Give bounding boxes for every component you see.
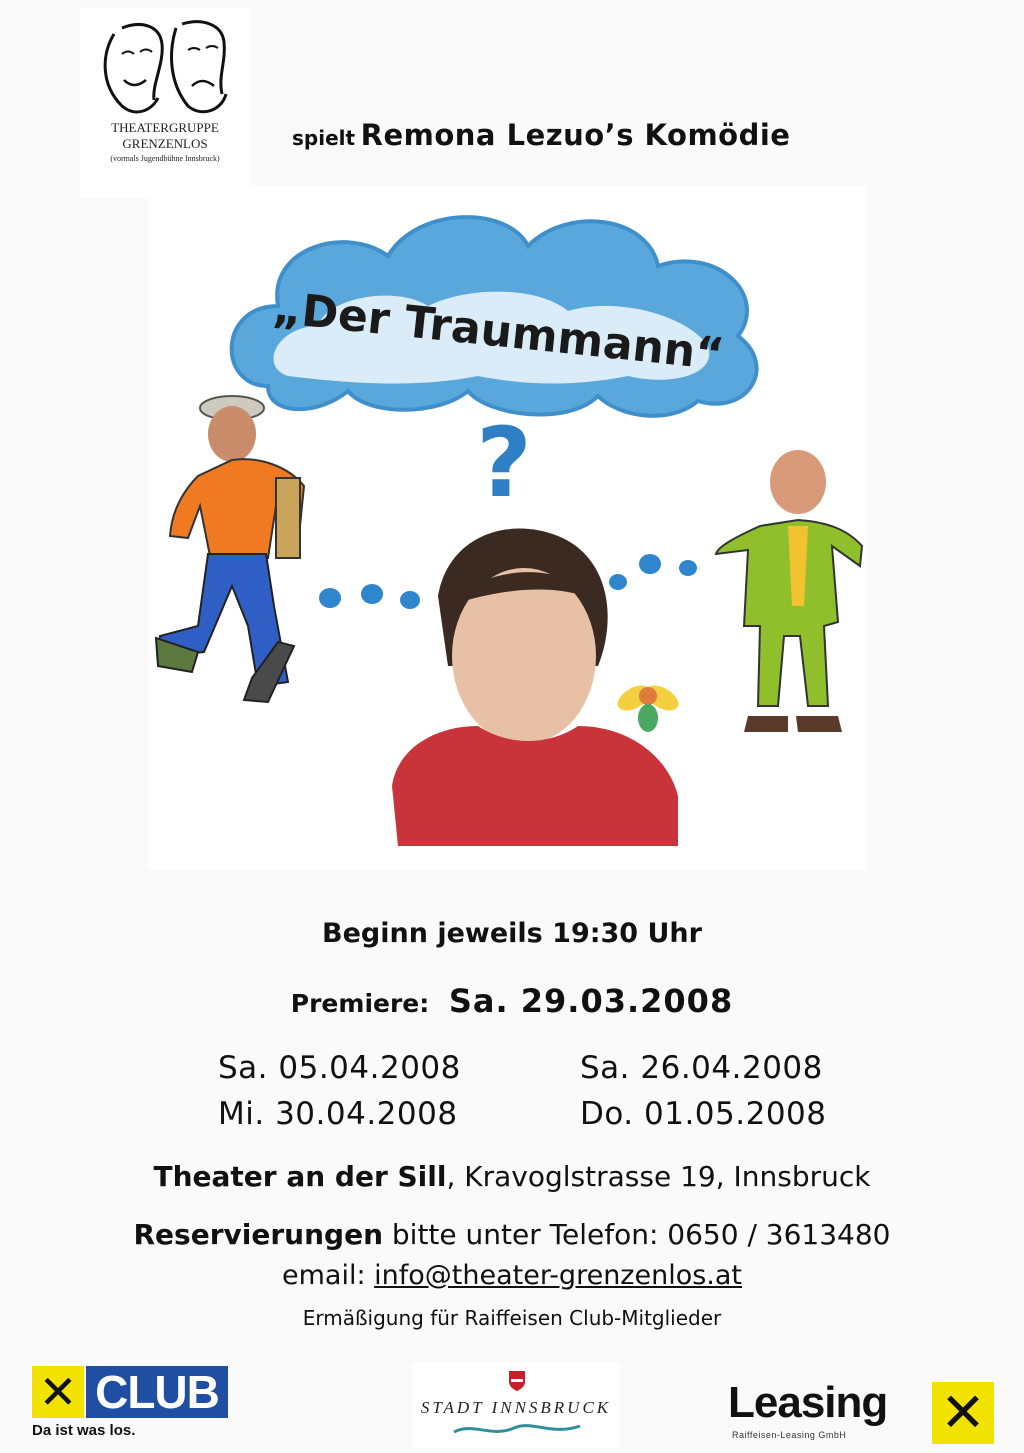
venue-line (0, 1160, 1024, 1193)
theater-masks-icon (92, 14, 238, 118)
stadt-name: STADT INNSBRUCK (420, 1398, 612, 1417)
stadt-innsbruck-logo (412, 1362, 620, 1448)
logo-text-line2: GRENZENLOS (122, 136, 208, 151)
play-title: „Der Traummann“ (270, 282, 727, 381)
reservation-label: Reservierungen (133, 1218, 383, 1251)
logo-text-line3: (vormals Jugendbühne Innsbruck) (110, 154, 220, 163)
raiffeisen-gable-icon: ✕ (932, 1382, 994, 1444)
right-character-illustration (716, 450, 862, 732)
question-mark: ? (476, 407, 532, 519)
performance-date: Sa. 05.04.2008 (218, 1050, 461, 1086)
raiffeisen-club-logo (28, 1366, 228, 1446)
premiere-label: Premiere: (290, 989, 430, 1018)
premiere-date: Sa. 29.03.2008 (448, 982, 734, 1020)
leasing-subtitle: Raiffeisen-Leasing GmbH (732, 1430, 847, 1440)
performance-date: Sa. 26.04.2008 (580, 1050, 823, 1086)
email-link[interactable]: info@theater-grenzenlos.at (374, 1260, 742, 1291)
club-tagline: Da ist was los. (32, 1422, 136, 1439)
leasing-word: Leasing (728, 1378, 888, 1427)
discount-note: Ermäßigung für Raiffeisen Club-Mitglieder (302, 1306, 722, 1330)
email-line (0, 1260, 1024, 1291)
logo-text-line1: THEATERGRUPPE (111, 120, 219, 135)
performance-date: Do. 01.05.2008 (580, 1096, 827, 1132)
premiere-line (0, 982, 1024, 1020)
club-word: CLUB (86, 1366, 228, 1418)
performance-date: Mi. 30.04.2008 (218, 1096, 458, 1132)
raiffeisen-leasing-logo (728, 1378, 998, 1448)
subtitle (292, 118, 790, 152)
venue-name: Theater an der Sill (153, 1160, 447, 1193)
thought-dots-right (609, 554, 697, 590)
fairy-illustration (613, 680, 682, 732)
subtitle-prefix: spielt (292, 126, 356, 150)
title-cloud (232, 217, 757, 416)
left-character-illustration (156, 396, 304, 702)
venue-address: , Kravoglstrasse 19, Innsbruck (446, 1160, 871, 1193)
raiffeisen-gable-icon: ✕ (32, 1366, 84, 1418)
river-wave-icon (452, 1420, 582, 1440)
poster-illustration (148, 186, 866, 870)
reservation-phone: bitte unter Telefon: 0650 / 3613480 (383, 1218, 891, 1251)
thought-dots-left (319, 584, 420, 609)
email-label: email: (281, 1260, 375, 1291)
start-time-text: Beginn jeweils 19:30 Uhr (322, 918, 702, 949)
subtitle-main: Remona Lezuo’s Komödie (360, 118, 791, 152)
theater-logo (80, 8, 250, 198)
city-crest-icon (508, 1370, 526, 1392)
reservation-line (0, 1218, 1024, 1251)
